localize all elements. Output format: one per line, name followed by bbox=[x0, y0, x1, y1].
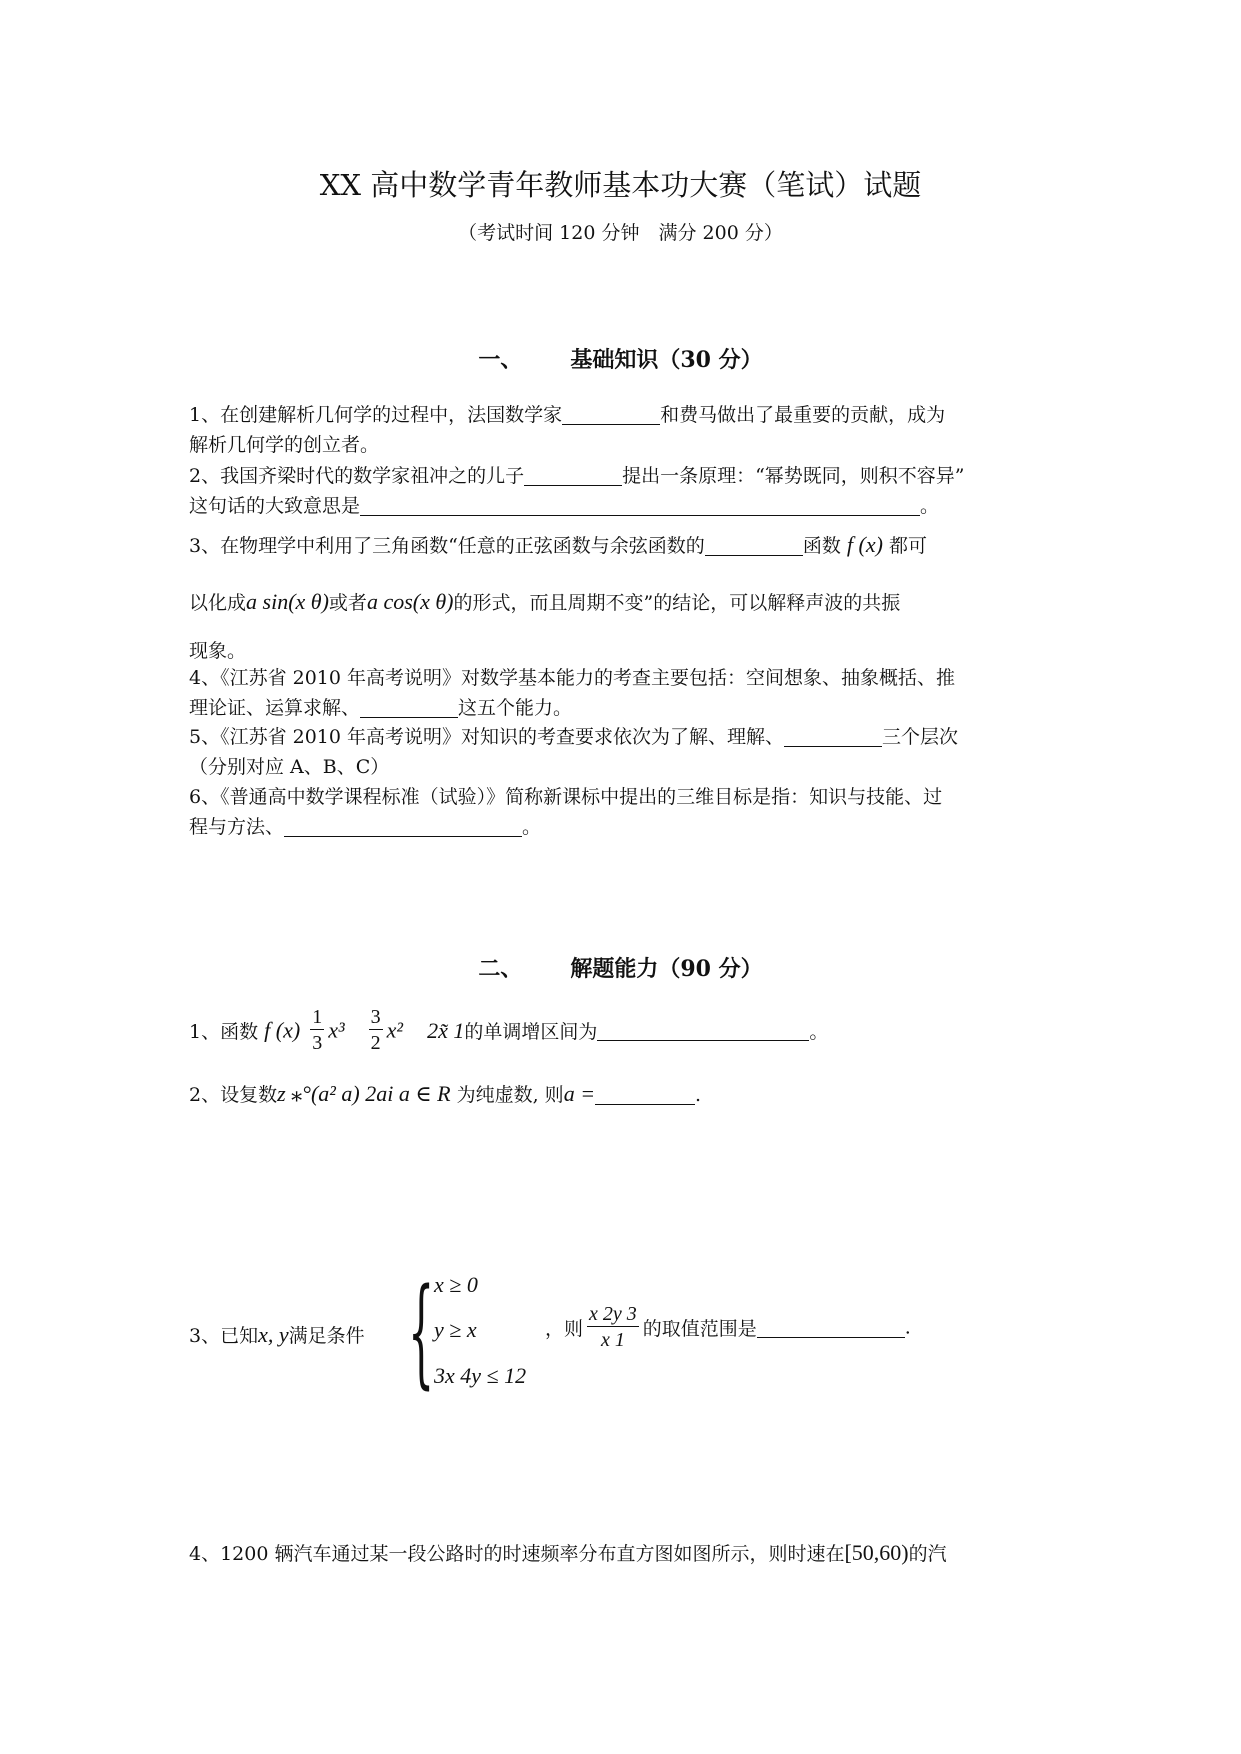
p4-interval: [50,60) bbox=[844, 1540, 909, 1565]
section-2-number: 二、 bbox=[478, 956, 523, 982]
q4-line-2: 理论证、运算求解、 这五个能力。 bbox=[189, 697, 573, 719]
p2-blank[interactable] bbox=[595, 1084, 695, 1105]
section-2-title: 解题能力（90 分） bbox=[570, 956, 763, 982]
q1-line-2: 解析几何学的创立者。 bbox=[189, 434, 380, 456]
q4-blank[interactable] bbox=[360, 697, 458, 718]
q3-line-2: 以化成a sin(x θ)或者a cos(x θ)的形式，而且周期不变”的结论，可以解释声波的共振 bbox=[189, 589, 901, 614]
p3-brace: { bbox=[408, 1262, 435, 1400]
q3-line-3: 现象。 bbox=[189, 640, 247, 662]
p1-frac-1: $\frac{1}{3}$ bbox=[312, 1006, 323, 1054]
q5-line-2: （分别对应 A、B、C） bbox=[189, 756, 390, 778]
q3-asin: a sin(x θ) bbox=[246, 589, 329, 614]
q3-fx: f (x) bbox=[846, 532, 883, 557]
p3-fraction: $\frac{x 2y 3}{x 1}$ bbox=[589, 1303, 637, 1351]
exam-subtitle: （考试时间 120 分钟 满分 200 分） bbox=[458, 222, 783, 244]
p4-line: 4、1200 辆汽车通过某一段公路时的时速频率分布直方图如图所示，则时速在[50,60)的汽 bbox=[189, 1540, 947, 1565]
section-1-title: 基础知识（30 分） bbox=[570, 347, 763, 373]
q2-blank-1[interactable] bbox=[524, 465, 622, 486]
q4-line-1: 4、《江苏省 2010 年高考说明》对数学基本能力的考查主要包括：空间想象、抽象概括、推 bbox=[189, 667, 956, 689]
p1-line: 1、函数 f (x) $\frac{1}{3}$ x³ $\frac{3}{2}$ x² 2x̃ 1的单调增区间为 。 bbox=[189, 1006, 829, 1054]
p2-expr: z ⁎°(a² a) 2ai a ∈ R bbox=[277, 1081, 451, 1106]
q3-acos: a cos(x θ) bbox=[366, 589, 454, 614]
p1-fx: f (x) bbox=[264, 1017, 301, 1043]
q1-blank[interactable] bbox=[562, 404, 660, 425]
section-1-number: 一、 bbox=[478, 347, 523, 373]
q6-line-1: 6、《普通高中数学课程标准（试验）》简称新课标中提出的三维目标是指：知识与技能、过 bbox=[189, 786, 943, 808]
p1-frac-2: $\frac{3}{2}$ bbox=[370, 1006, 381, 1054]
q2-line-1: 2、我国齐梁时代的数学家祖冲之的儿子 提出一条原理：“幂势既同，则积不容异” bbox=[189, 465, 965, 487]
q2-blank-2[interactable] bbox=[360, 495, 920, 516]
section-2-heading bbox=[0, 952, 1241, 983]
q2-line-2: 这句话的大致意思是 。 bbox=[189, 495, 940, 517]
q1-line-1: 1、在创建解析几何学的过程中，法国数学家 和费马做出了最重要的贡献，成为 bbox=[189, 404, 946, 426]
p1-blank[interactable] bbox=[597, 1020, 809, 1041]
q3-blank[interactable] bbox=[705, 535, 803, 556]
p3-blank[interactable] bbox=[757, 1317, 905, 1338]
p3-line-right: ，则 $\frac{x 2y 3}{x 1}$ 的取值范围是 . bbox=[545, 1303, 911, 1351]
q3-line-1: 3、在物理学中利用了三角函数“任意的正弦函数与余弦函数的 函数 f (x) 都可 bbox=[189, 532, 927, 557]
q5-line-1: 5、《江苏省 2010 年高考说明》对知识的考查要求依次为了解、理解、 三个层次 bbox=[189, 726, 959, 748]
q6-line-2: 程与方法、 。 bbox=[189, 816, 542, 838]
q6-blank[interactable] bbox=[284, 816, 522, 837]
q5-blank[interactable] bbox=[784, 726, 882, 747]
p3-constraint-system: { x ≥ 0 y ≥ x 3x 4y ≤ 12 bbox=[408, 1262, 527, 1400]
p3-line-left: 3、已知x, y满足条件 bbox=[189, 1322, 365, 1347]
exam-title: XX 高中数学青年教师基本功大赛（笔试）试题 bbox=[319, 168, 922, 202]
section-1-heading bbox=[0, 343, 1241, 374]
p2-line: 2、设复数z ⁎°(a² a) 2ai a ∈ R 为纯虚数, 则a = . bbox=[189, 1081, 702, 1106]
